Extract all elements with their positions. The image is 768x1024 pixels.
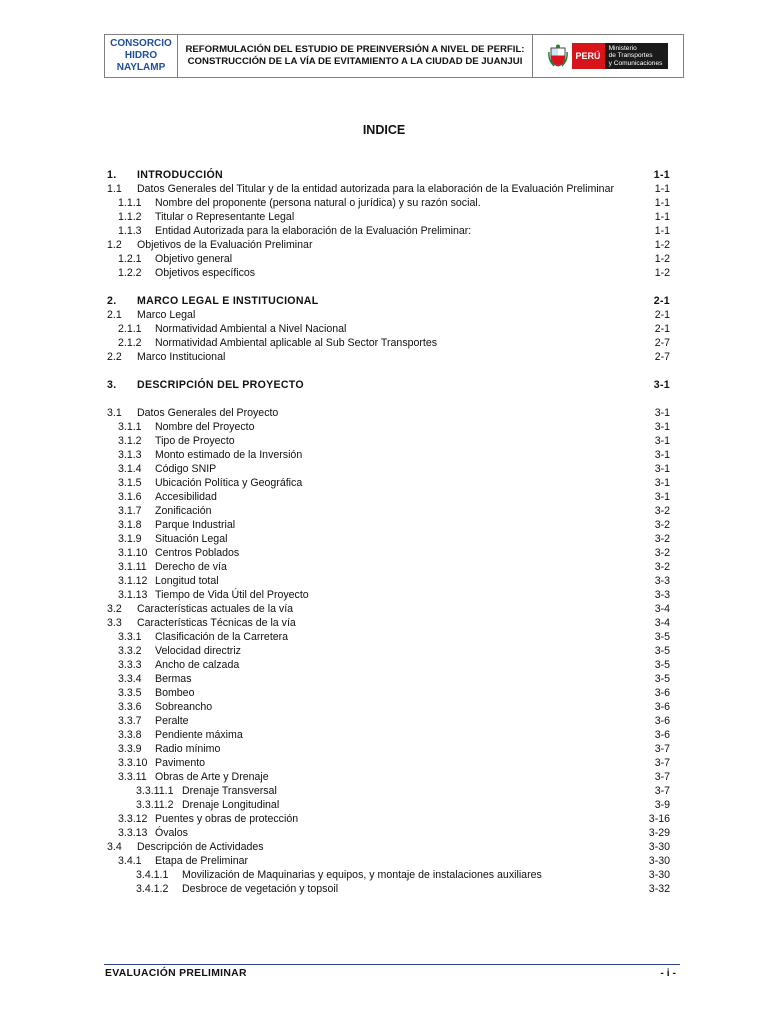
toc-entry-title: Pavimento [155,757,206,769]
toc-entry-page: 3-2 [654,547,670,559]
toc-entry-page: 1-1 [653,169,670,181]
consortium-line: NAYLAMP [116,62,166,73]
toc-entry-page: 3-6 [654,687,670,699]
toc-entry-title: Velocidad directriz [155,645,241,657]
toc-entry[interactable] [107,574,670,588]
toc-entry-page: 3-6 [654,701,670,713]
toc-entry-number: 3.1.12 [118,575,148,587]
toc-entry-title: Centros Poblados [155,547,240,559]
toc-entry-number: 3.1.13 [118,589,148,601]
toc-entry-number: 3.3.7 [118,715,142,727]
peru-ministry-badge [572,43,669,69]
toc-entry-number: 2.1.2 [118,337,142,349]
toc-entry-title: Etapa de Preliminar [155,855,249,867]
toc-entry-title: Longitud total [155,575,219,587]
toc-entry-page: 3-2 [654,505,670,517]
toc-entry-number: 2.1 [107,309,122,321]
toc-entry-title: Datos Generales del Proyecto [137,407,279,419]
toc-entry-number: 3.4.1.2 [136,883,169,895]
toc-entry-title: Código SNIP [155,463,217,475]
toc-entry-title: Bombeo [155,687,195,699]
toc-entry-page: 3-5 [654,673,670,685]
toc-entry-title: Ubicación Política y Geográfica [155,477,303,489]
toc-entry-title: Derecho de vía [155,561,227,573]
toc-entry-title: Normatividad Ambiental aplicable al Sub Sector Transportes [155,337,438,349]
consortium-line: HIDRO [124,50,158,61]
toc-entry[interactable] [107,742,670,756]
toc-entry-title: Nombre del Proyecto [155,421,255,433]
toc-entry[interactable] [107,406,670,420]
toc-entry-number: 3.3 [107,617,122,629]
toc-entry[interactable] [107,826,670,840]
toc-entry-number: 3.1.3 [118,449,142,461]
toc-entry-title: Entidad Autorizada para la elaboración de la Evaluación Preliminar: [155,225,472,237]
toc-entry-number: 3.1.8 [118,519,142,531]
toc-entry-title: Situación Legal [155,533,228,545]
toc-entry[interactable] [107,504,670,518]
toc-entry-number: 3.3.2 [118,645,142,657]
toc-entry-number: 3.3.1 [118,631,142,643]
toc-entry-number: 3.4 [107,841,122,853]
ministry-logo [533,35,683,77]
toc-entry-page: 3-30 [648,855,670,867]
toc-entry-number: 3.3.12 [118,813,148,825]
toc-entry[interactable] [107,294,670,308]
toc-entry-page: 3-1 [654,421,670,433]
toc-entry-number: 3.3.10 [118,757,148,769]
toc-entry-title: Monto estimado de la Inversión [155,449,303,461]
toc-entry-number: 1.1.2 [118,211,142,223]
toc-entry-number: 1.2 [107,239,122,251]
toc-entry[interactable] [107,840,670,854]
toc-entry-title: Accesibilidad [155,491,217,503]
toc-entry-page: 3-16 [648,813,670,825]
toc-entry-page: 1-2 [654,267,670,279]
toc-entry[interactable] [107,882,670,896]
toc-entry-number: 3.1.9 [118,533,142,545]
toc-entry-number: 3.1.6 [118,491,142,503]
toc-entry-number: 3.1.1 [118,421,142,433]
toc-entry[interactable] [107,168,670,182]
toc-entry[interactable] [107,336,670,350]
toc-entry[interactable] [107,476,670,490]
toc-entry-number: 3.3.5 [118,687,142,699]
toc-entry-page: 2-1 [654,323,670,335]
toc-entry-number: 3.2 [107,603,122,615]
toc-entry-page: 3-4 [654,617,670,629]
toc-entry-number: 3.1.10 [118,547,148,559]
toc-entry-number: 1.2.1 [118,253,142,265]
footer-page-number: - i - [660,968,676,979]
toc-entry-title: Bermas [155,673,192,685]
ministry-label [605,43,669,69]
toc-entry-title: Marco Legal [137,309,196,321]
toc-entry-number: 1.2.2 [118,267,142,279]
toc-entry[interactable] [107,630,670,644]
toc-entry-number: 1.1.3 [118,225,142,237]
toc-entry-title: Características actuales de la vía [137,603,294,615]
toc-entry-number: 1.1 [107,183,122,195]
toc-entry[interactable] [107,266,670,280]
toc-entry-title: Sobreancho [155,701,213,713]
toc-entry[interactable] [107,854,670,868]
toc-entry[interactable] [107,182,670,196]
toc-entry-page: 3-7 [654,757,670,769]
toc-entry-title: Características Técnicas de la vía [137,617,296,629]
toc-entry-title: Normatividad Ambiental a Nivel Nacional [155,323,347,335]
consortium-name [105,35,178,77]
toc-entry-number: 3.3.3 [118,659,142,671]
toc-entry-title: Pendiente máxima [155,729,243,741]
toc-entry-number: 3.3.13 [118,827,148,839]
toc-entry-title: Peralte [155,715,189,727]
toc-entry-page: 3-2 [654,533,670,545]
peru-label: PERÚ [572,43,605,69]
toc-entry-page: 3-1 [654,407,670,419]
toc-entry[interactable] [107,658,670,672]
toc-entry[interactable] [107,700,670,714]
page-header [104,34,684,78]
toc-entry-number: 1. [107,169,117,181]
toc-entry[interactable] [107,350,670,364]
toc-entry-number: 3.1.5 [118,477,142,489]
toc-entry[interactable] [107,686,670,700]
toc-entry-page: 3-29 [648,827,670,839]
toc-entry[interactable] [107,868,670,882]
toc-entry-page: 3-5 [654,645,670,657]
toc-entry-page: 3-7 [654,785,670,797]
toc-entry-page: 1-1 [654,225,670,237]
toc-entry-number: 3.1 [107,407,122,419]
toc-entry-page: 1-1 [654,211,670,223]
toc-entry-page: 3-32 [648,883,670,895]
toc-entry[interactable] [107,770,670,784]
toc-entry-page: 3-1 [654,491,670,503]
study-title-line: CONSTRUCCIÓN DE LA VÍA DE EVITAMIENTO A LA CIUDAD DE JUANJUI [187,56,523,67]
toc-entry-title: Descripción de Actividades [137,841,264,853]
ministry-line: y Comunicaciones [608,59,663,67]
toc-entry-title: Titular o Representante Legal [155,211,295,223]
toc-entry[interactable] [107,518,670,532]
toc-entry-title: INTRODUCCIÓN [137,169,223,181]
ministry-line: de Transportes [608,52,653,60]
toc-entry-title: Objetivos específicos [155,267,256,279]
toc-entry[interactable] [107,210,670,224]
toc-entry-title: Parque Industrial [155,519,236,531]
toc-entry-page: 3-2 [654,519,670,531]
toc-entry-page: 3-7 [654,743,670,755]
toc-entry-title: Tiempo de Vida Útil del Proyecto [155,589,309,601]
toc-entry-page: 3-3 [654,589,670,601]
toc-entry[interactable] [107,448,670,462]
toc-entry-number: 3.1.11 [118,561,147,573]
toc-entry[interactable] [107,434,670,448]
toc-entry[interactable] [107,602,670,616]
toc-entry-page: 3-6 [654,715,670,727]
toc-entry[interactable] [107,378,670,392]
toc-entry-title: Radio mínimo [155,743,221,755]
toc-entry[interactable] [107,714,670,728]
toc-entry-number: 3.3.11.1 [136,785,174,797]
toc-entry-number: 3.3.11.2 [136,799,174,811]
toc-entry-page: 1-2 [654,239,670,251]
toc-entry-number: 3.1.2 [118,435,142,447]
toc-entry[interactable] [107,784,670,798]
footer-divider [104,964,680,965]
consortium-line: CONSORCIO [110,38,172,49]
toc-entry[interactable] [107,728,670,742]
toc-entry[interactable] [107,756,670,770]
toc-entry-number: 2.2 [107,351,122,363]
footer-document-name: EVALUACIÓN PRELIMINAR [105,968,247,979]
toc-entry-title: Drenaje Longitudinal [182,799,280,811]
toc-entry-title: Clasificación de la Carretera [155,631,289,643]
page-title: INDICE [362,123,406,137]
toc-entry-title: Tipo de Proyecto [155,435,235,447]
toc-entry[interactable] [107,812,670,826]
toc-entry-page: 3-7 [654,771,670,783]
toc-entry-number: 3.4.1 [118,855,142,867]
toc-entry[interactable] [107,196,670,210]
toc-entry[interactable] [107,322,670,336]
study-title-line: REFORMULACIÓN DEL ESTUDIO DE PREINVERSIÓN A NIVEL DE PERFIL: [185,44,525,55]
toc-entry[interactable] [107,798,670,812]
toc-entry[interactable] [107,420,670,434]
toc-entry[interactable] [107,224,670,238]
toc-entry-title: Objetivo general [155,253,233,265]
toc-entry[interactable] [107,532,670,546]
toc-entry-number: 3.3.4 [118,673,142,685]
toc-entry-page: 3-1 [654,463,670,475]
toc-entry[interactable] [107,644,670,658]
toc-entry-number: 2.1.1 [118,323,142,335]
toc-entry-page: 2-7 [654,351,670,363]
toc-entry-page: 2-1 [653,295,670,307]
toc-entry-page: 3-5 [654,631,670,643]
toc-entry-page: 2-7 [654,337,670,349]
toc-entry-title: Obras de Arte y Drenaje [155,771,269,783]
toc-entry-page: 2-1 [654,309,670,321]
toc-entry-title: MARCO LEGAL E INSTITUCIONAL [137,295,319,307]
toc-entry[interactable] [107,616,670,630]
toc-entry-number: 3.3.11 [118,771,147,783]
toc-entry[interactable] [107,462,670,476]
toc-entry-number: 3.3.6 [118,701,142,713]
toc-entry-page: 3-4 [654,603,670,615]
toc-entry-page: 3-5 [654,659,670,671]
toc-entry[interactable] [107,588,670,602]
toc-entry-page: 3-1 [653,379,670,391]
toc-entry-title: Desbroce de vegetación y topsoil [182,883,339,895]
toc-entry[interactable] [107,560,670,574]
toc-entry-page: 3-6 [654,729,670,741]
toc-entry-page: 1-1 [654,197,670,209]
toc-entry-number: 3.4.1.1 [136,869,169,881]
toc-entry-page: 3-1 [654,435,670,447]
toc-entry-title: Movilización de Maquinarias y equipos, y montaje de instalaciones auxiliares [182,869,542,881]
toc-entry-title: DESCRIPCIÓN DEL PROYECTO [137,379,304,391]
toc-entry-page: 3-1 [654,449,670,461]
toc-entry-title: Zonificación [155,505,212,517]
ministry-line: Ministerio [608,44,637,52]
toc-entry[interactable] [107,308,670,322]
toc-entry-number: 1.1.1 [118,197,142,209]
toc-entry-number: 3.3.8 [118,729,142,741]
toc-entry-page: 3-9 [654,799,670,811]
coat-of-arms-icon [548,44,568,68]
toc-entry-title: Nombre del proponente (persona natural o jurídica) y su razón social. [155,197,481,209]
toc-entry-number: 3.1.4 [118,463,142,475]
toc-entry-title: Marco Institucional [137,351,226,363]
toc-entry-page: 1-1 [654,183,670,195]
toc-entry[interactable] [107,546,670,560]
toc-entry-title: Datos Generales del Titular y de la entidad autorizada para la elaboración de la Evaluación Preliminar [137,183,614,195]
toc-entry[interactable] [107,672,670,686]
toc-entry-number: 3. [107,379,117,391]
toc-entry-page: 3-30 [648,841,670,853]
toc-entry[interactable] [107,490,670,504]
toc-entry-page: 3-30 [648,869,670,881]
toc-entry[interactable] [107,252,670,266]
toc-entry-page: 3-3 [654,575,670,587]
toc-entry-title: Puentes y obras de protección [155,813,299,825]
toc-entry-title: Óvalos [155,827,188,839]
toc-entry-number: 3.1.7 [118,505,142,517]
toc-entry-page: 3-2 [654,561,670,573]
toc-entry-title: Ancho de calzada [155,659,240,671]
study-title [178,35,533,77]
toc-entry-page: 3-1 [654,477,670,489]
toc-entry-title: Drenaje Transversal [182,785,277,797]
toc-entry-page: 1-2 [654,253,670,265]
toc-entry[interactable] [107,238,670,252]
toc-entry-title: Objetivos de la Evaluación Preliminar [137,239,313,251]
toc-entry-number: 2. [107,295,117,307]
toc-entry-number: 3.3.9 [118,743,142,755]
